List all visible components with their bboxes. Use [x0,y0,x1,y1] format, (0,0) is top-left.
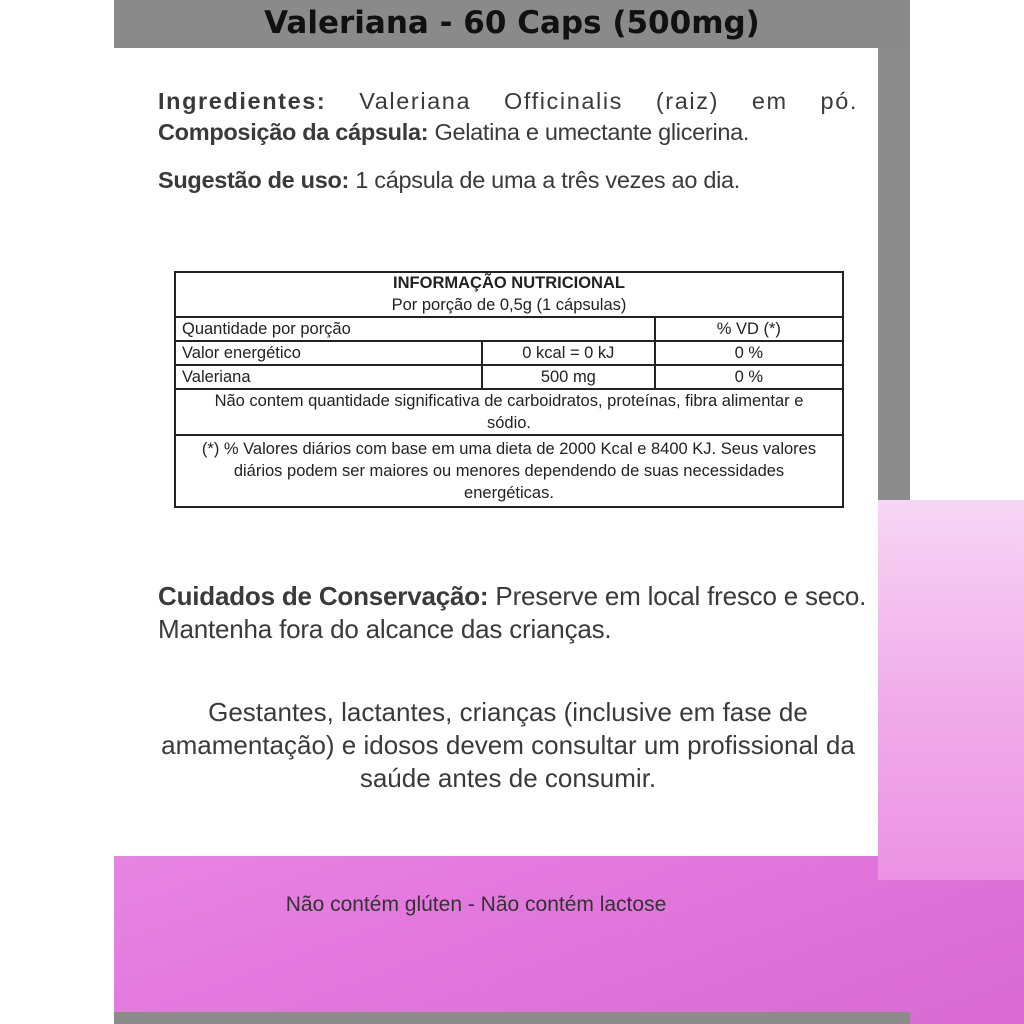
row-name: Valor energético [175,341,482,365]
ingredients-label: Ingredientes: [158,88,327,114]
column-quantity: Quantidade por porção [175,317,655,341]
pink-side-band [878,500,1024,880]
nutrition-footnote-row [175,435,843,507]
capsule-text: Gelatina e umectante glicerina. [428,119,750,145]
table-row [175,341,843,365]
allergen-footer: Não contém glúten - Não contém lactose [285,893,667,916]
ingredients-line [158,86,858,117]
usage-text: 1 cápsula de uma a três vezes ao dia. [349,167,741,193]
conservation-text: Preserve em local fresco e seco. Mantenha fora do alcance das crianças. [158,581,867,644]
row-name: Valeriana [175,365,482,389]
table-row [175,365,843,389]
nutrition-table [174,271,844,508]
nutrition-heading: INFORMAÇÃO NUTRICIONAL [393,274,625,292]
column-vd: % VD (*) [655,317,843,341]
product-title: Valeriana - 60 Caps (500mg) [264,5,760,41]
usage-line [158,165,858,196]
warning-text: Gestantes, lactantes, crianças (inclusive em fase de amamentação) e idosos devem consultar um profissional da saúde antes de consumir. [161,697,855,793]
conservation-block [158,580,868,646]
nutrition-note: Não contem quantidade significativa de carboidratos, proteínas, fibra alimentar e sódio. [175,389,843,435]
bottom-gray-strip [114,1012,910,1024]
row-vd: 0 % [655,341,843,365]
nutrition-columns-row [175,317,843,341]
nutrition-footnote: (*) % Valores diários com base em uma dieta de 2000 Kcal e 8400 KJ. Seus valores diários podem ser maiores ou menores dependendo de suas necessidades energéticas. [175,435,843,507]
usage-label: Sugestão de uso: [158,167,350,193]
conservation-label: Cuidados de Conservação: [158,581,489,611]
row-amount: 0 kcal = 0 kJ [482,341,654,365]
ingredients-text: Valeriana Officinalis (raiz) em pó. [326,88,858,114]
nutrition-portion: Por porção de 0,5g (1 cápsulas) [175,294,843,317]
nutrition-portion-row [175,294,843,317]
nutrition-note-row [175,389,843,435]
ingredients-block [158,86,858,148]
capsule-line [158,117,858,148]
row-amount: 500 mg [482,365,654,389]
capsule-label: Composição da cápsula: [158,119,429,145]
nutrition-header-row [175,272,843,294]
row-vd: 0 % [655,365,843,389]
